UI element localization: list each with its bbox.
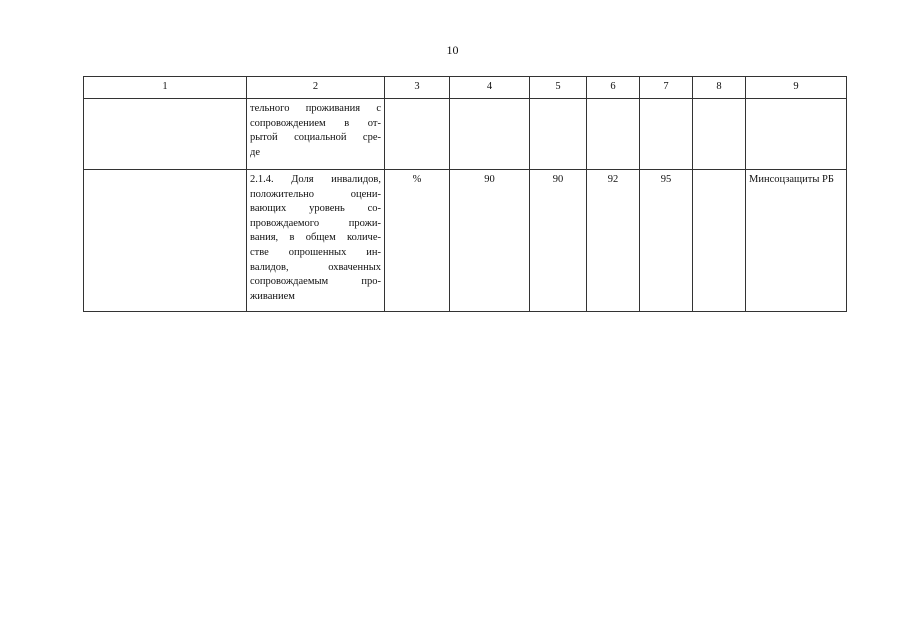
row1-line: де (250, 146, 261, 158)
row1-col5 (530, 99, 587, 170)
row1-col6 (587, 99, 640, 170)
row2-value-col6: 92 (587, 170, 640, 312)
row1-col8 (693, 99, 746, 170)
row2-description (247, 170, 385, 312)
table-row (84, 99, 847, 170)
row2-value-col8 (693, 170, 746, 312)
header-cell-6: 6 (587, 77, 640, 99)
header-cell-8: 8 (693, 77, 746, 99)
header-cell-5: 5 (530, 77, 587, 99)
indicator-table (83, 76, 847, 312)
row1-line: тельного проживания с (250, 103, 381, 114)
row1-line: рытой социальной сре- (250, 132, 381, 144)
header-cell-4: 4 (450, 77, 530, 99)
row1-line: сопровождением в от- (250, 117, 381, 129)
row2-col1 (84, 170, 247, 312)
row2-line: провождаемого прожи- (250, 217, 381, 229)
row2-line: положительно оцени- (250, 188, 381, 200)
row2-unit: % (385, 170, 450, 312)
row2-line: стве опрошенных ин- (250, 246, 381, 258)
row2-line: вания, в общем количе- (250, 232, 381, 244)
header-cell-2: 2 (247, 77, 385, 99)
header-row (84, 77, 847, 99)
row2-line: 2.1.4. Доля инвалидов, (250, 174, 381, 185)
row2-line: валидов, охваченных (250, 261, 381, 273)
row1-col4 (450, 99, 530, 170)
row2-responsible: Минсоцзащиты РБ (746, 170, 847, 312)
table-row (84, 170, 847, 312)
row2-value-col4: 90 (450, 170, 530, 312)
row1-description (247, 99, 385, 170)
row1-col7 (640, 99, 693, 170)
header-cell-7: 7 (640, 77, 693, 99)
row2-value-col5: 90 (530, 170, 587, 312)
row2-value-col7: 95 (640, 170, 693, 312)
header-cell-9: 9 (746, 77, 847, 99)
row2-line: живанием (250, 290, 295, 302)
row1-col3 (385, 99, 450, 170)
row2-line: сопровождаемым про- (250, 276, 381, 288)
page-number: 10 (446, 43, 459, 57)
header-cell-3: 3 (385, 77, 450, 99)
row2-line: вающих уровень со- (250, 203, 381, 215)
header-cell-1: 1 (84, 77, 247, 99)
row1-col1 (84, 99, 247, 170)
row1-col9 (746, 99, 847, 170)
